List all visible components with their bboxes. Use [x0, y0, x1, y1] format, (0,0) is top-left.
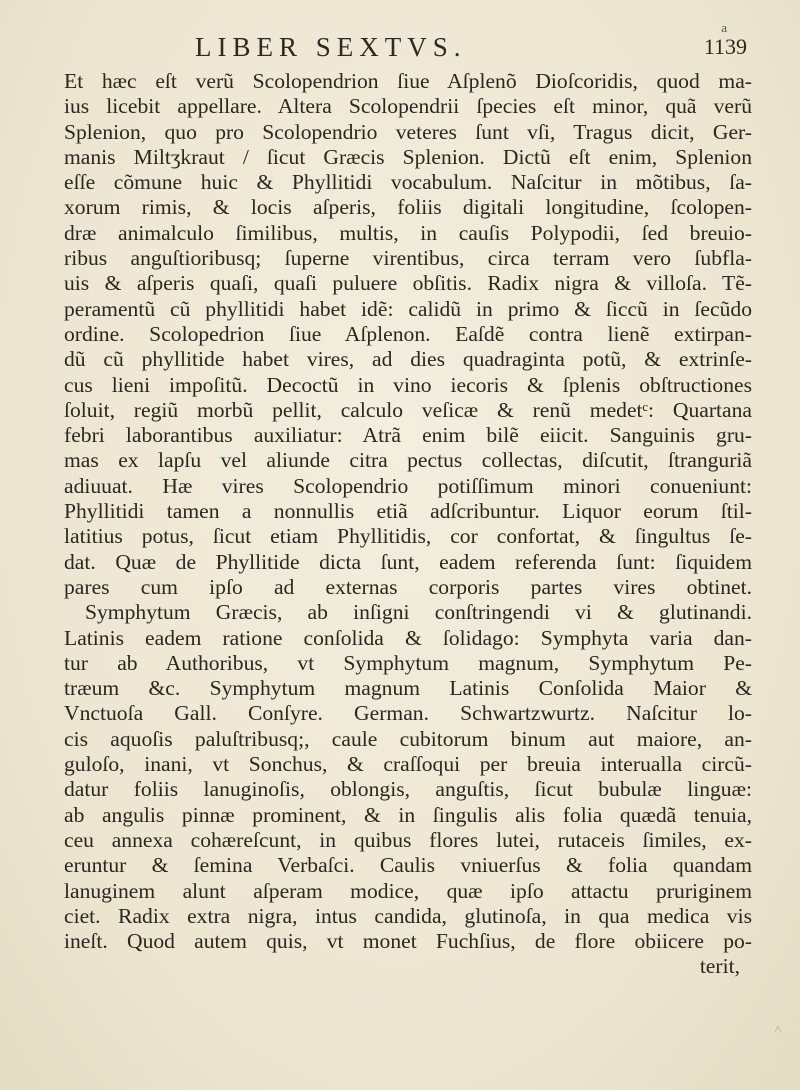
catchword: terit,	[699, 954, 740, 979]
text-line: Et hæc eſt verũ Scolopendrion ſiue Aſplenõ Dioſcoridis, quod ma-	[64, 69, 752, 93]
text-line: Splenion, quo pro Scolopendrio veteres ſunt vſi, Tragus dicit, Ger-	[64, 119, 752, 144]
text-line: ordine. Scolopedrion ſiue Aſplenon. Eaſdẽ contra lienẽ extirpan-	[64, 321, 752, 346]
text-line: ceu annexa cohæreſcunt, in quibus flores lutei, rutaceis ſimiles, ex-	[64, 827, 752, 852]
text-line: træum &c. Symphytum magnum Latinis Conſolida Maior &	[64, 676, 752, 701]
running-head: LIBER SEXTVS.	[195, 32, 467, 62]
text-line: lanuginem alunt aſperam modice, quæ ipſo attactu pruriginem	[64, 878, 752, 903]
text-line: ciet. Radix extra nigra, intus candida, glutinoſa, in qua medica vis	[64, 903, 752, 928]
text-line: Vnctuoſa Gall. Conſyre. German. Schwartzwurtz. Naſcitur lo-	[64, 701, 752, 726]
text-line: pares cum ipſo ad externas corporis partes vires obtinet.	[64, 574, 752, 599]
text-line: eruntur & ſemina Verbaſci. Caulis vniuerſus & folia quandam	[64, 853, 752, 878]
text-line: xorum rimis, & locis aſperis, foliis digitali longitudine, ſcolopen-	[64, 195, 752, 220]
text-line: cus lieni impoſitũ. Decoctũ in vino iecoris & ſplenis obſtructiones	[64, 372, 752, 397]
text-line: ſoluit, regiũ morbũ pellit, calculo veſicæ & renũ medetᶜ: Quartana	[64, 397, 752, 422]
text-line: adiuuat. Hæ vires Scolopendrio potiſſimum minori conueniunt:	[64, 473, 752, 498]
text-line: manis Miltʒkraut / ſicut Græcis Splenion. Dictũ eſt enim, Splenion	[64, 144, 752, 169]
text-line: latitius potus, ſicut etiam Phyllitidis, cor confortat, & ſingultus ſe-	[64, 524, 752, 549]
margin-mark-right: ˄	[774, 1023, 782, 1038]
text-line: ab angulis pinnæ prominent, & in ſingulis alis folia quædã tenuia,	[64, 802, 752, 827]
text-line: ius licebit appellare. Altera Scolopendrii ſpecies eſt minor, quã verũ	[64, 94, 752, 119]
text-line: datur foliis lanuginoſis, oblongis, anguſtis, ſicut bubulæ linguæ:	[64, 777, 752, 802]
page-header	[195, 22, 755, 62]
text-line: dat. Quæ de Phyllitide dicta ſunt, eadem referenda ſunt: ſiquidem	[64, 549, 752, 574]
text-line: tur ab Authoribus, vt Symphytum magnum, Symphytum Pe-	[64, 650, 752, 675]
text-line: Phyllitidi tamen a nonnullis etiã adſcribuntur. Liquor eorum ſtil-	[64, 499, 752, 524]
text-line: mas ex lapſu vel aliunde citra pectus collectas, diſcutit, ſtranguriã	[64, 448, 752, 473]
text-line: dræ animalculo ſimilibus, multis, in cauſis Polypodii, ſed breuio-	[64, 220, 752, 245]
text-line: eſſe cõmune huic & Phyllitidi vocabulum. Naſcitur in mõtibus, ſa-	[64, 170, 752, 195]
text-line: guloſo, inani, vt Sonchus, & craſſoqui per breuia interualla circũ-	[64, 752, 752, 777]
text-line: uis & aſperis quaſi, quaſi puluere obſitis. Radix nigra & villoſa. Tẽ-	[64, 271, 752, 296]
page-mark: a	[721, 20, 727, 35]
text-line: febri laborantibus auxiliatur: Atrã enim bilẽ eiicit. Sanguinis gru-	[64, 423, 752, 448]
text-line: cis aquoſis paluſtribusq;, caule cubitorum binum aut maiore, an-	[64, 726, 752, 751]
text-line: peramentũ cũ phyllitidi habet idẽ: calidũ in primo & ſiccũ in ſecũdo	[64, 296, 752, 321]
text-line-paragraph-start: Symphytum Græcis, ab inſigni conſtringendi vi & glutinandi.	[85, 600, 752, 625]
text-line: Latinis eadem ratione conſolida & ſolidago: Symphyta varia dan-	[64, 625, 752, 650]
text-line: dũ cũ phyllitide habet vires, ad dies quadraginta potũ, & extrinſe-	[64, 347, 752, 372]
body-text	[64, 69, 752, 980]
text-line: ribus anguſtioribusq; ſuperne virentibus, circa terram vero ſubfla-	[64, 246, 752, 271]
text-line: ineſt. Quod autem quis, vt monet Fuchſius, de flore obiicere po-	[64, 929, 752, 954]
page-number: 1139	[703, 34, 747, 59]
